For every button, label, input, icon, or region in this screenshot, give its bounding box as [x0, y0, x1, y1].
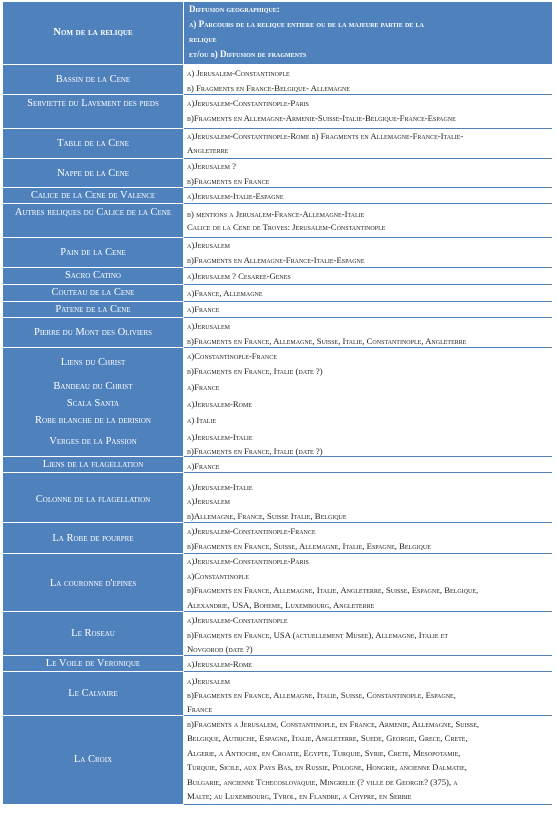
relic-name: Le Roseau: [71, 628, 115, 639]
diffusion-line: a)Jerusalem-Italie: [187, 482, 253, 492]
diffusion-line: a)Jerusalem-Italie-Espagne: [187, 191, 284, 201]
diffusion-line: a)Jerusalem: [187, 321, 230, 331]
relic-name: Patene de la Cene: [55, 304, 131, 315]
diffusion-line: Novgorod (date ?): [187, 644, 253, 654]
relic-name: Bandeau du Christ: [53, 381, 133, 392]
diffusion-line: Angleterre: [187, 145, 229, 155]
diffusion-line: a)Jerusalem ? Cesaree-Genes: [187, 271, 291, 281]
diffusion-line: a)Jerusalem ?: [187, 161, 236, 171]
header-line: et/ou b) Diffusion de fragments: [189, 49, 307, 59]
diffusion-line: Bulgarie, ancienne Tchecoslovaquie, Mingrelie (? ville de Georgie? (375), a: [187, 777, 458, 787]
relic-name: Sacro Catino: [65, 270, 121, 281]
relic-name: Le Voile de Veronique: [45, 658, 141, 669]
relic-name: Autres reliques du Calice de la Cene: [14, 207, 172, 218]
relic-name: La Croix: [73, 754, 113, 765]
diffusion-line: a)Jerusalem-Constantinople-Rome b) Fragments en Allemagne-France-Italie-: [187, 131, 464, 141]
diffusion-line: a)Jerusalem-Constantinople-Paris: [187, 98, 309, 108]
diffusion-line: Alexandrie, USA, Boheme, Luxembourg, Angleterre: [187, 600, 375, 610]
relic-name: Robe blanche de la derision: [35, 415, 151, 426]
diffusion-line: a) Jerusalem-Constantinople: [187, 68, 290, 78]
diffusion-line: France: [187, 704, 213, 714]
relic-name: Couteau de la Cene: [51, 287, 135, 298]
diffusion-line: Belgique, Autriche, Espagne, Italie, Angleterre, Suede, Georgie, Grece, Crete,: [187, 733, 468, 743]
diffusion-line: a)Jerusalem-Constantinople-France: [187, 526, 316, 536]
diffusion-line: a)Jerusalem-Constantinople: [187, 615, 288, 625]
diffusion-line: a)Jerusalem: [187, 240, 230, 250]
diffusion-line: b)Fragments en France, Allemagne, Suisse, Italie, Constantinople, Angleterre: [187, 336, 467, 346]
diffusion-line: a)Jerusalem-Constantinople-Paris: [187, 556, 309, 566]
diffusion-line: b) mentions a Jerusalem-France-Allemagne-Italie: [187, 209, 365, 219]
header-line: Diffusion geographique:: [189, 4, 280, 14]
diffusion-line: a) Italie: [187, 415, 217, 425]
diffusion-line: b) Fragments en France-Belgique- Allemagne: [187, 83, 350, 93]
diffusion-line: a)Jerusalem-Rome: [187, 399, 252, 409]
header-line: a) Parcours de la relique entiere ou de la majeure partie de la: [189, 19, 424, 29]
diffusion-line: a)Jerusalem-Italie: [187, 432, 253, 442]
diffusion-line: b)Fragments en France, Italie (date ?): [187, 366, 323, 376]
diffusion-line: Turquie, Sicile, aux Pays Bas, en Russie, Pologne, Hongrie, ancienne Dalmatie,: [187, 762, 467, 772]
header-line: relique: [189, 34, 217, 44]
relic-name: La couronne d'epines: [49, 578, 137, 589]
diffusion-line: Malte; au Luxembourg, Tyrol, en Flandre, a Chypre, en Serbie: [187, 791, 412, 801]
diffusion-line: b)Fragments en France, Allemagne, Italie, Suisse, Constantinople, Espagne,: [187, 690, 456, 700]
relic-name: Serviette du Lavement des pieds: [27, 98, 159, 109]
diffusion-line: a)Jerusalem: [187, 676, 230, 686]
relic-name: Le Calvaire: [68, 688, 118, 699]
diffusion-line: b)Fragments a Jerusalem, Constantinople, en France, Armenie, Allemagne, Suisse,: [187, 719, 480, 729]
diffusion-line: a)Constantinople-France: [187, 351, 277, 361]
diffusion-line: a)France: [187, 382, 220, 392]
relic-name: Nappe de la Cene: [57, 168, 129, 179]
diffusion-line: a)France: [187, 304, 220, 314]
relic-name: Liens du Christ: [60, 357, 126, 368]
relic-name: Verges de la Passion: [49, 436, 137, 447]
diffusion-line: b)Allemagne, France, Suisse Italie, Belgique: [187, 511, 347, 521]
relic-name: La Robe de pourpre: [52, 533, 134, 544]
diffusion-line: b)Fragments en Allemagne-Armenie-Suisse-Italie-Belgique-France-Espagne: [187, 113, 456, 123]
relic-name: Pain de la Cene: [60, 247, 126, 258]
diffusion-line: a)Constantinople: [187, 571, 249, 581]
relic-name: Liens de la flagellation: [42, 459, 144, 470]
relic-name: Calice de la Cene de Valence: [30, 190, 156, 201]
relic-name: Pierre du Mont des Oliviers: [33, 327, 153, 338]
diffusion-line: a)Jerusalem: [187, 496, 230, 506]
diffusion-line: a)France: [187, 461, 220, 471]
diffusion-line: a)France, Allemagne: [187, 288, 263, 298]
relic-name: Bassin de la Cene: [55, 74, 131, 85]
relic-name: Scala Santa: [66, 398, 120, 409]
diffusion-line: b)Fragments en France: [187, 176, 270, 186]
relic-name: Table de la Cene: [57, 138, 129, 149]
relic-name: Colonne de la flagellation: [35, 494, 151, 505]
diffusion-line: b)Fragments en France, Italie (date ?): [187, 446, 323, 456]
diffusion-line: b)Fragments en France, USA (actuellement Musee), Allemagne, Italie et: [187, 630, 449, 640]
diffusion-line: a)Jerusalem-Rome: [187, 659, 252, 669]
diffusion-line: b)Fragments en Allemagne-France-Italie-Espagne: [187, 255, 365, 265]
diffusion-line: b)Fragments en France, Allemagne, Italie, Angleterre, Suisse, Espagne, Belgique,: [187, 585, 479, 595]
diffusion-line: b)Fragments en France, Suisse, Allemagne, Italie, Espagne, Belgique: [187, 541, 431, 551]
diffusion-line: Algerie, a Antioche, en Croatie, Egypte, Turquie, Syrie, Crete, Mesopotamie,: [187, 748, 461, 758]
header-relic-name: Nom de la relique: [53, 27, 133, 38]
diffusion-line: Calice de la Cene de Troyes: Jerusalem-Constantinople: [187, 222, 386, 232]
